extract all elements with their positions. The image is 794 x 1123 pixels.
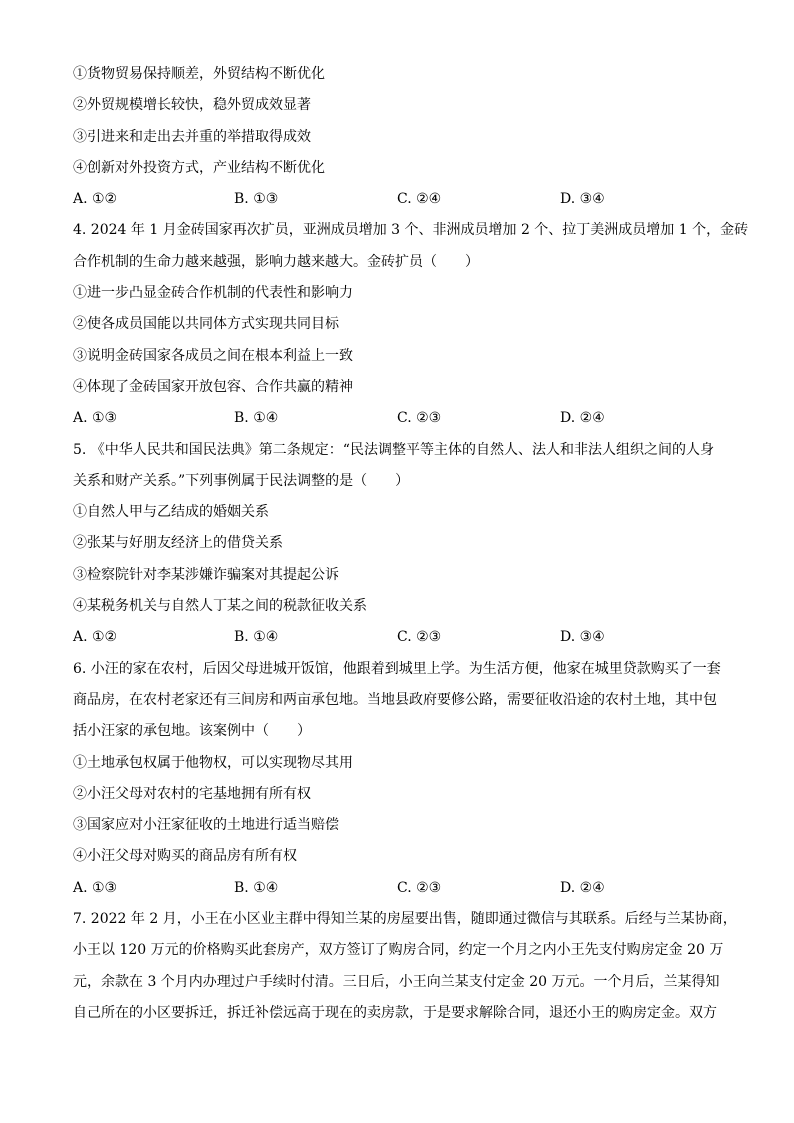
question-stem xyxy=(73,440,723,491)
stem-line: 小王以 120 万元的价格购买此套房产，双方签订了购房合同，约定一个月之内小王先支付购房定金 20 万 xyxy=(73,942,724,959)
question-4 xyxy=(73,220,749,428)
stem-line: 括小汪家的承包地。该案例中（ ） xyxy=(73,723,311,740)
option-3: ③说明金砖国家各成员之间在根本利益上一致 xyxy=(73,347,353,364)
option-4: ④某税务机关与自然人丁某之间的税款征收关系 xyxy=(73,598,367,615)
question-6 xyxy=(73,659,723,898)
choice-a[interactable]: A. ①③ xyxy=(73,410,118,427)
option-3: ③检察院针对李某涉嫌诈骗案对其提起公诉 xyxy=(73,566,339,583)
option-3: ③国家应对小汪家征收的土地进行适当赔偿 xyxy=(73,817,339,834)
stem-line: 元，余款在 3 个月内办理过户手续时付清。三日后，小王向兰某支付定金 20 万元。一个月后，兰某得知 xyxy=(73,973,720,990)
option-4: ④创新对外投资方式，产业结构不断优化 xyxy=(73,159,325,176)
choice-b[interactable]: B. ①④ xyxy=(234,410,279,427)
option-4: ④小汪父母对购买的商品房有所有权 xyxy=(73,848,297,865)
question-stem xyxy=(73,220,749,271)
choice-d[interactable]: D. ③④ xyxy=(560,629,605,646)
choice-c[interactable]: C. ②③ xyxy=(397,629,442,646)
exam-page xyxy=(73,64,749,1034)
stem-line: 商品房，在农村老家还有三间房和两亩承包地。当地县政府要修公路，需要征收沿途的农村土地，其中包 xyxy=(73,691,717,708)
stem-line: 自己所在的小区要拆迁，拆迁补偿远高于现在的卖房款，于是要求解除合同，退还小王的购房定金。双方 xyxy=(73,1004,717,1021)
choice-d[interactable]: D. ③④ xyxy=(560,191,605,208)
choice-d[interactable]: D. ②④ xyxy=(560,879,605,896)
option-2: ②小汪父母对农村的宅基地拥有所有权 xyxy=(73,785,311,802)
stem-line: 5. 《中华人民共和国民法典》第二条规定：“民法调整平等主体的自然人、法人和非法人组织之间的人身 xyxy=(73,441,714,458)
question-3 xyxy=(73,64,723,209)
choice-c[interactable]: C. ②③ xyxy=(397,410,442,427)
choice-b[interactable]: B. ①④ xyxy=(234,879,279,896)
option-1: ①土地承包权属于他物权，可以实现物尽其用 xyxy=(73,754,353,771)
question-stem xyxy=(73,909,737,1023)
answer-choices xyxy=(73,408,723,428)
stem-line: 4. 2024 年 1 月金砖国家再次扩员，亚洲成员增加 3 个、非洲成员增加 2 个、拉丁美洲成员增加 1 个，金砖 xyxy=(73,222,749,239)
option-4: ④体现了金砖国家开放包容、合作共赢的精神 xyxy=(73,378,353,395)
answer-choices xyxy=(73,627,723,647)
choice-c[interactable]: C. ②③ xyxy=(397,879,442,896)
choice-c[interactable]: C. ②④ xyxy=(397,191,442,208)
option-3: ③引进来和走出去并重的举措取得成效 xyxy=(73,128,311,145)
question-7 xyxy=(73,909,737,1023)
question-5 xyxy=(73,440,723,648)
choice-a[interactable]: A. ①② xyxy=(73,629,118,646)
question-stem xyxy=(73,659,723,742)
option-2: ②外贸规模增长较快，稳外贸成效显著 xyxy=(73,97,311,114)
stem-line: 关系和财产关系。”下列事例属于民法调整的是（ ） xyxy=(73,472,410,489)
option-1: ①进一步凸显金砖合作机制的代表性和影响力 xyxy=(73,285,353,302)
stem-line: 合作机制的生命力越来越强，影响力越来越大。金砖扩员（ ） xyxy=(73,253,479,270)
choice-b[interactable]: B. ①③ xyxy=(234,191,279,208)
option-2: ②张某与好朋友经济上的借贷关系 xyxy=(73,535,283,552)
choice-d[interactable]: D. ②④ xyxy=(560,410,605,427)
choice-b[interactable]: B. ①④ xyxy=(234,629,279,646)
answer-choices xyxy=(73,189,723,209)
option-2: ②使各成员国能以共同体方式实现共同目标 xyxy=(73,316,339,333)
option-1: ①自然人甲与乙结成的婚姻关系 xyxy=(73,504,269,521)
choice-a[interactable]: A. ①② xyxy=(73,191,118,208)
choice-a[interactable]: A. ①③ xyxy=(73,879,118,896)
option-1: ①货物贸易保持顺差，外贸结构不断优化 xyxy=(73,66,325,82)
answer-choices xyxy=(73,878,723,898)
stem-line: 7. 2022 年 2 月，小王在小区业主群中得知兰某的房屋要出售，随即通过微信与其联系。后经与兰某协商， xyxy=(73,911,737,928)
stem-line: 6. 小汪的家在农村，后因父母进城开饭馆，他跟着到城里上学。为生活方便，他家在城里贷款购买了一套 xyxy=(73,660,721,677)
